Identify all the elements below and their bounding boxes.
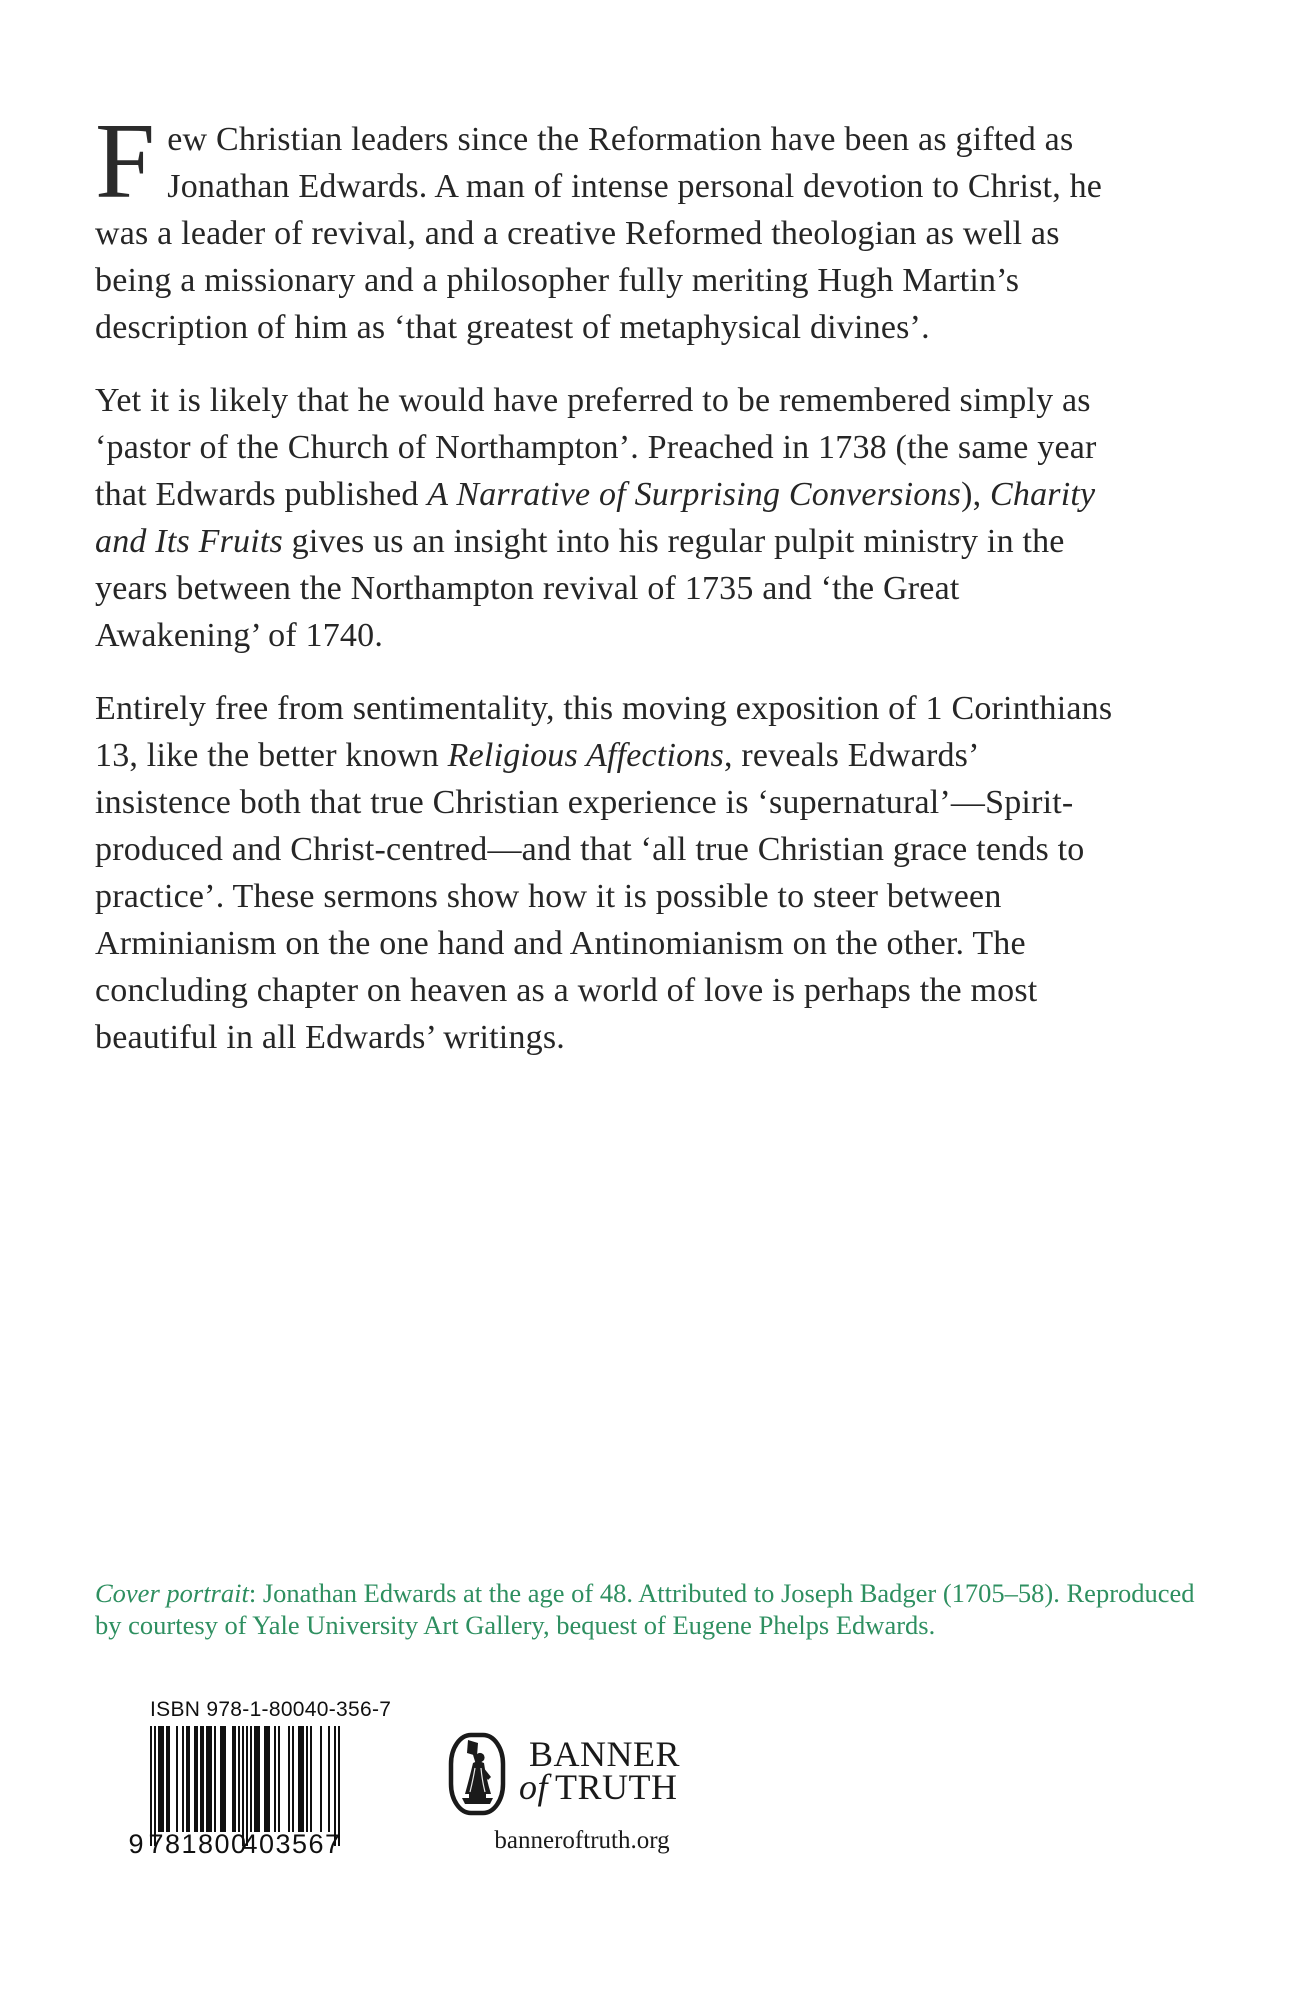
credit-text: : Jonathan Edwards at the age of 48. Attributed to Joseph Badger (1705–58). Reproduced by courtesy of Yale University Art Gallery, bequest of Eugene Phelps Edwards. <box>95 1578 1195 1640</box>
logo-banner-text: BANNER <box>529 1734 681 1774</box>
logo-of-text: of <box>519 1767 549 1807</box>
logo-wordmark <box>519 1732 681 1807</box>
credit-lead-in: Cover portrait <box>95 1578 249 1608</box>
isbn-label: ISBN 978-1-80040-356-7 <box>150 1698 392 1721</box>
paragraph-2-text: Yet it is likely that he would have preferred to be remembered simply as ‘pastor of the Church of Northampton’. Preached in 1738 (the same year that Edwards published <box>95 382 1097 513</box>
paragraph-3 <box>95 685 1120 1061</box>
paragraph-3-text: , reveals Edwards’ insistence both that true Christian experience is ‘supernatural’—Spirit-produced and Christ-centred—and that ‘all true Christian grace tends to practice’. These sermons show how it is possible to steer between Arminianism on the one hand and Antinomianism on the other. The concluding chapter on heaven as a world of love is perhaps the most beautiful in all Edwards’ writings. <box>95 737 1085 1056</box>
ean13-barcode <box>122 1722 372 1862</box>
paragraph-2-text: ), <box>961 476 991 513</box>
paragraph-2-text: gives us an insight into his regular pulpit ministry in the years between the Northampton revival of 1735 and ‘the Great Awakening’ of 1740. <box>95 523 1065 654</box>
logo-of-truth-text <box>519 1767 680 1807</box>
paragraph-1 <box>95 102 1120 351</box>
barcode-digits-left: 781800 <box>148 1829 248 1859</box>
book-title-charity: Charity and Its Fruits <box>95 476 1096 560</box>
publisher-url: banneroftruth.org <box>494 1827 670 1854</box>
isbn-barcode-block <box>122 1698 392 1862</box>
drop-cap: F <box>95 102 156 221</box>
book-title-narrative: A Narrative of Surprising Conversions <box>427 476 962 513</box>
paragraph-3-text: Entirely free from sentimentality, this moving exposition of 1 Corinthians 13, like the better known <box>95 690 1113 774</box>
cover-portrait-credit <box>95 1578 1213 1641</box>
barcode-digits-right: 403567 <box>242 1829 342 1859</box>
blurb-text <box>95 102 1120 1087</box>
logo-truth-text: TRUTH <box>555 1767 678 1807</box>
paragraph-1-text: ew Christian leaders since the Reformation have been as gifted as Jonathan Edwards. A man of intense personal devotion to Christ, he was a leader of revival, and a creative Reformed theologian as well as being a missionary and a philosopher fully meriting Hugh Martin’s description of him as ‘that greatest of metaphysical divines’. <box>95 121 1103 346</box>
paragraph-2 <box>95 377 1120 659</box>
book-title-religious-affections: Religious Affections <box>447 737 724 774</box>
logo-row <box>448 1732 716 1816</box>
barcode-digit-9: 9 <box>128 1829 145 1859</box>
publisher-logo <box>448 1732 716 1855</box>
banner-of-truth-emblem-icon <box>448 1732 506 1816</box>
